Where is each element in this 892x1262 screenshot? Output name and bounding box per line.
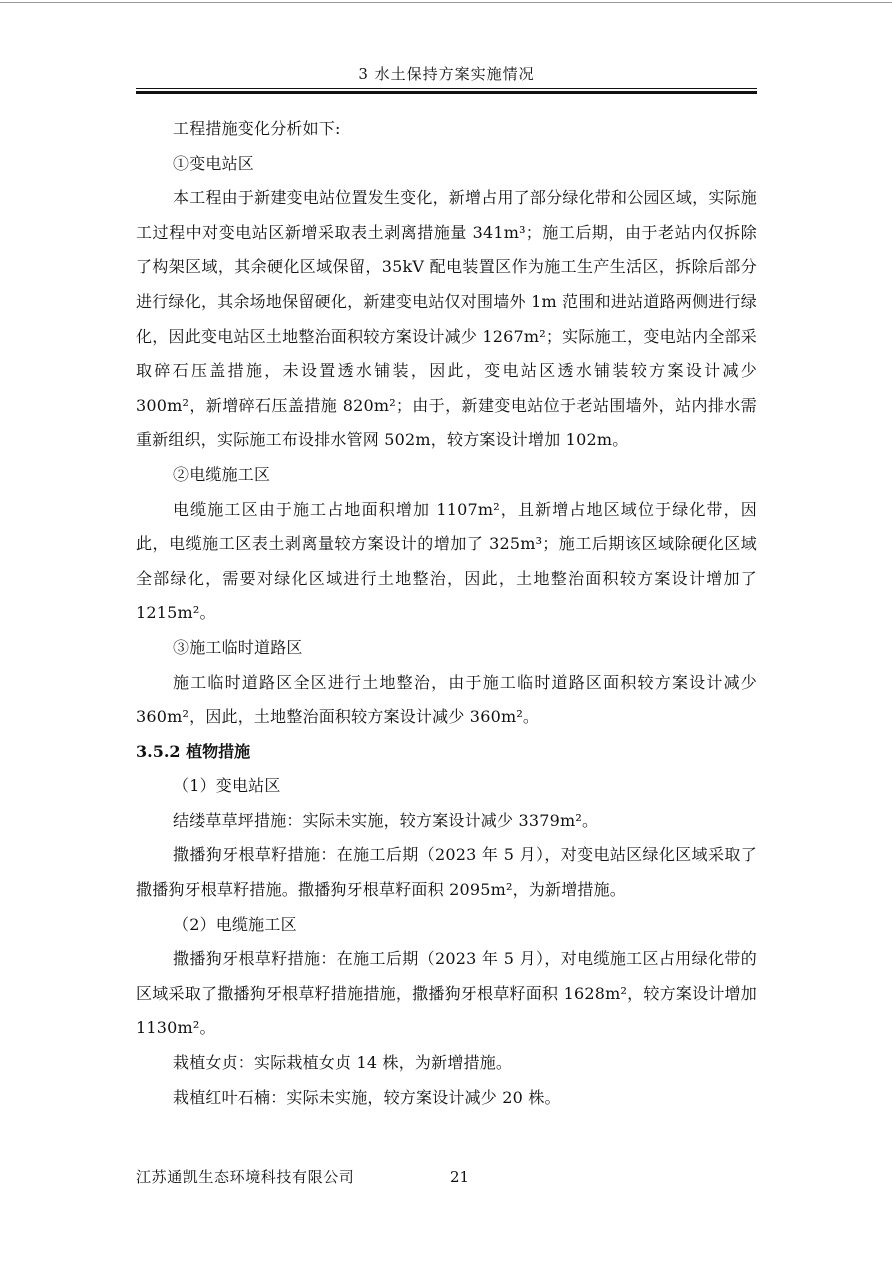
substation-paragraph: 本工程由于新建变电站位置发生变化，新增占用了部分绿化带和公园区域，实际施工过程中对变电站区新增采取表土剥离措施量 341m³；施工后期，由于老站内仅拆除了构架区域，其余硬化区域保留，35kV 配电装置区作为施工生产生活区，拆除后部分进行绿化，其余场地保留硬化，新建变电站仅对围墙外 1m 范围和进站道路两侧进行绿化，因此变电站区土地整治面积较方案设计减少 1267m²；实际施工，变电站内全部采取碎石压盖措施，未设置透水铺装，因此，变电站区透水铺装较方案设计减少 300m²，新增碎石压盖措施 820m²；由于，新建变电站位于老站围墙外，站内排水需重新组织，实际施工布设排水管网 502m，较方案设计增加 102m。 <box>136 188 757 450</box>
cable-paragraph: 电缆施工区由于施工占地面积增加 1107m²，且新增占地区域位于绿化带，因此，电缆施工区表土剥离量较方案设计的增加了 325m³；施工后期该区域除硬化区域全部绿化，需要对绿化区域进行土地整治，因此，土地整治面积较方案设计增加了 1215m²。 <box>136 499 757 623</box>
item-substation-area: ①变电站区 <box>173 153 255 173</box>
intro-paragraph: 工程措施变化分析如下: <box>173 119 341 138</box>
temp-road-paragraph: 施工临时道路区全区进行土地整治，由于施工临时道路区面积较方案设计减少 360m²，因此，土地整治面积较方案设计减少 360m²。 <box>136 672 757 727</box>
item-cable-area: ②电缆施工区 <box>173 464 271 484</box>
top-edge-rule <box>0 2 892 3</box>
bermuda-cable-paragraph: 撒播狗牙根草籽措施：在施工后期（2023 年 5 月），对电缆施工区占用绿化带的区域采取了撒播狗牙根草籽措施措施，撒播狗牙根草籽面积 1628m²，较方案设计增加 1130m²。 <box>136 949 757 1038</box>
bermuda-substation-paragraph: 撒播狗牙根草籽措施：在施工后期（2023 年 5 月），对变电站区绿化区域采取了撒播狗牙根草籽措施。撒播狗牙根草籽面积 2095m²，为新增措施。 <box>136 845 757 900</box>
header-rule-thin <box>136 88 757 89</box>
footer-company: 江苏通凯生态环境科技有限公司 <box>136 1168 355 1186</box>
subitem-substation: （1）变电站区 <box>173 776 281 796</box>
subitem-cable: （2）电缆施工区 <box>173 914 297 934</box>
page-number: 21 <box>450 1168 470 1186</box>
privet-paragraph: 栽植女贞：实际栽植女贞 14 株，为新增措施。 <box>173 1053 513 1073</box>
section-heading: 3.5.2 植物措施 <box>136 741 251 761</box>
zoysia-paragraph: 结缕草草坪措施：实际未实施，较方案设计减少 3379m²。 <box>173 810 599 830</box>
photinia-paragraph: 栽植红叶石楠：实际未实施，较方案设计减少 20 株。 <box>173 1087 561 1107</box>
item-temp-road-area: ③施工临时道路区 <box>173 637 303 657</box>
running-header: 3 水土保持方案实施情况 <box>358 65 535 83</box>
header-rule-thick <box>136 91 757 94</box>
page-body <box>136 112 757 1115</box>
